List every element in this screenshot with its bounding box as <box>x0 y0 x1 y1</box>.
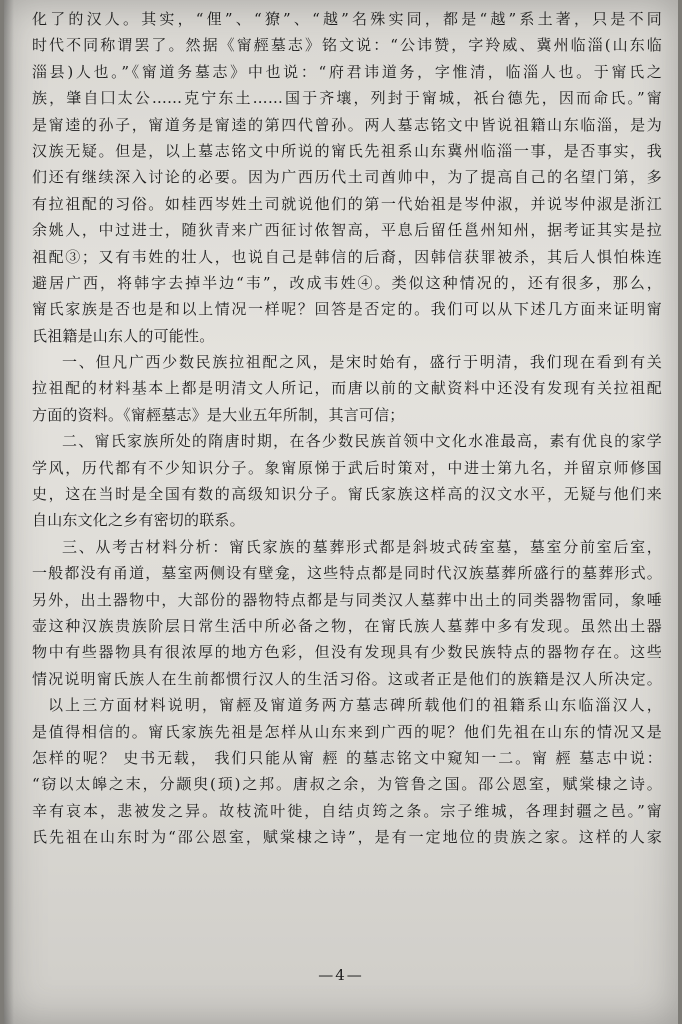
text-line: 怎样的呢？ 史书无载， 我们只能从甯 䞓 的墓志铭文中窥知一二。甯 䞓 墓志中说： <box>32 748 662 767</box>
text-line: 祖配③；又有韦姓的壮人，也说自己是韩信的后裔，因韩信获罪被杀，其后人惧怕株连 <box>32 247 662 266</box>
paragraph-start-line: 以上三方面材料说明，甯䞓及甯道务两方墓志碑所载他们的祖籍系山东临淄汉人， <box>48 696 662 715</box>
text-line: 一般都没有甬道，墓室两侧设有壁龛，这些特点都是同时代汉族墓葬所盛行的墓葬形式。 <box>32 564 662 583</box>
scanned-page <box>4 0 678 1024</box>
text-line: 余姚人，中过进士，随狄青来广西征讨侬智高，平息后留任邕州知州，据考证其实是拉 <box>32 221 662 240</box>
text-line: 避居广西，将韩字去掉半边“韦”，改成韦姓④。类似这种情况的，还有很多，那么， <box>32 273 662 292</box>
text-line: 史，这在当时是全国有数的高级知识分子。甯氏家族这样高的汉文水平，无疑与他们来 <box>32 485 662 504</box>
text-line: 物中有些器物具有很浓厚的地方色彩，但没有发现具有少数民族特点的器物存在。这些 <box>32 643 662 662</box>
text-line: 汉族无疑。但是，以上墓志铭文中所说的甯氏先祖系山东冀州临淄一事，是否事实，我 <box>32 141 662 160</box>
text-line: “窃以太皞之末，分颛臾(顼)之邦。唐叔之余，为管鲁之国。邵公恩室，赋棠棣之诗。 <box>32 775 662 794</box>
text-line: 壶这种汉族贵族阶层日常生活中所必备之物，在甯氏族人墓葬中多有发现。虽然出土器 <box>32 616 662 635</box>
text-line: 是甯逵的孙子，甯道务是甯逵的第四代曾孙。两人墓志铭文中皆说祖籍山东临淄，是为 <box>32 115 662 134</box>
text-line: 氏祖籍是山东人的可能性。 <box>32 326 215 345</box>
text-line: 是值得相信的。甯氏家族先祖是怎样从山东来到广西的呢？他们先祖在山东的情况又是 <box>32 722 662 741</box>
paragraph-start-line: 二、甯氏家族所处的隋唐时期，在各少数民族首领中文化水准最高，素有优良的家学 <box>62 432 662 451</box>
paragraph-start-line: 三、从考古材料分析：甯氏家族的墓葬形式都是斜坡式砖室墓，墓室分前室后室， <box>62 537 662 556</box>
text-line: 另外，出土器物中，大部份的器物特点都是与同类汉人墓葬中出土的同类器物雷同，象唾 <box>32 590 662 609</box>
text-line: 氏先祖在山东时为“邵公恩室，赋棠棣之诗”，是有一定地位的贵族之家。这样的人家 <box>32 828 662 847</box>
page-number: —4— <box>318 966 364 984</box>
text-line: 学风，历代都有不少知识分子。象甯原悌于武后时策对，中进士第九名，并留京师修国 <box>32 458 662 477</box>
text-line: 方面的资料。《甯䞓墓志》是大业五年所制，其言可信； <box>32 405 405 424</box>
text-line: 有拉祖配的习俗。如桂西岑姓土司就说他们的第一代始祖是岑仲淑，并说岑仲淑是浙江 <box>32 194 662 213</box>
binding-shadow <box>4 0 14 1024</box>
text-line: 淄县)人也。”《甯道务墓志》中也说：“府君讳道务，字惟清，临淄人也。于甯氏之 <box>32 62 662 81</box>
text-line: 辛有哀本，悲被发之异。故枝流叶徙，自结贞筠之条。宗子维城，各理封疆之邑。”甯 <box>32 801 662 820</box>
text-line: 自山东文化之乡有密切的联系。 <box>32 511 245 530</box>
paragraph-start-line: 一、但凡广西少数民族拉祖配之风，是宋时始有，盛行于明清，我们现在看到有关 <box>62 353 662 372</box>
text-line: 情况说明甯氏族人在生前都惯行汉人的生活习俗。这或者正是他们的族籍是汉人所决定。 <box>32 669 662 688</box>
text-line: 族，肇自囗太公……克宁东土……国于齐壤，列封于甯城，祇台德先，因而命氏。”甯 <box>32 89 662 108</box>
text-line: 们还有继续深入讨论的必要。因为广西历代土司酋帅中，为了提高自己的名望门第，多 <box>32 168 662 187</box>
text-line: 时代不同称谓罢了。然据《甯䞓墓志》铭文说：“公讳赞，字羚威、冀州临淄(山东临 <box>32 36 662 55</box>
text-line: 甯氏家族是否也是和以上情况一样呢？回答是否定的。我们可以从下述几方面来证明甯 <box>32 300 662 319</box>
text-line: 化了的汉人。其实，“俚”、“獠”、“越”名殊实同，都是“越”系土著，只是不同 <box>32 10 662 28</box>
text-line: 拉祖配的材料基本上都是明清文人所记，而唐以前的文献资料中还没有发现有关拉祖配 <box>32 379 662 398</box>
body-text <box>32 6 662 851</box>
